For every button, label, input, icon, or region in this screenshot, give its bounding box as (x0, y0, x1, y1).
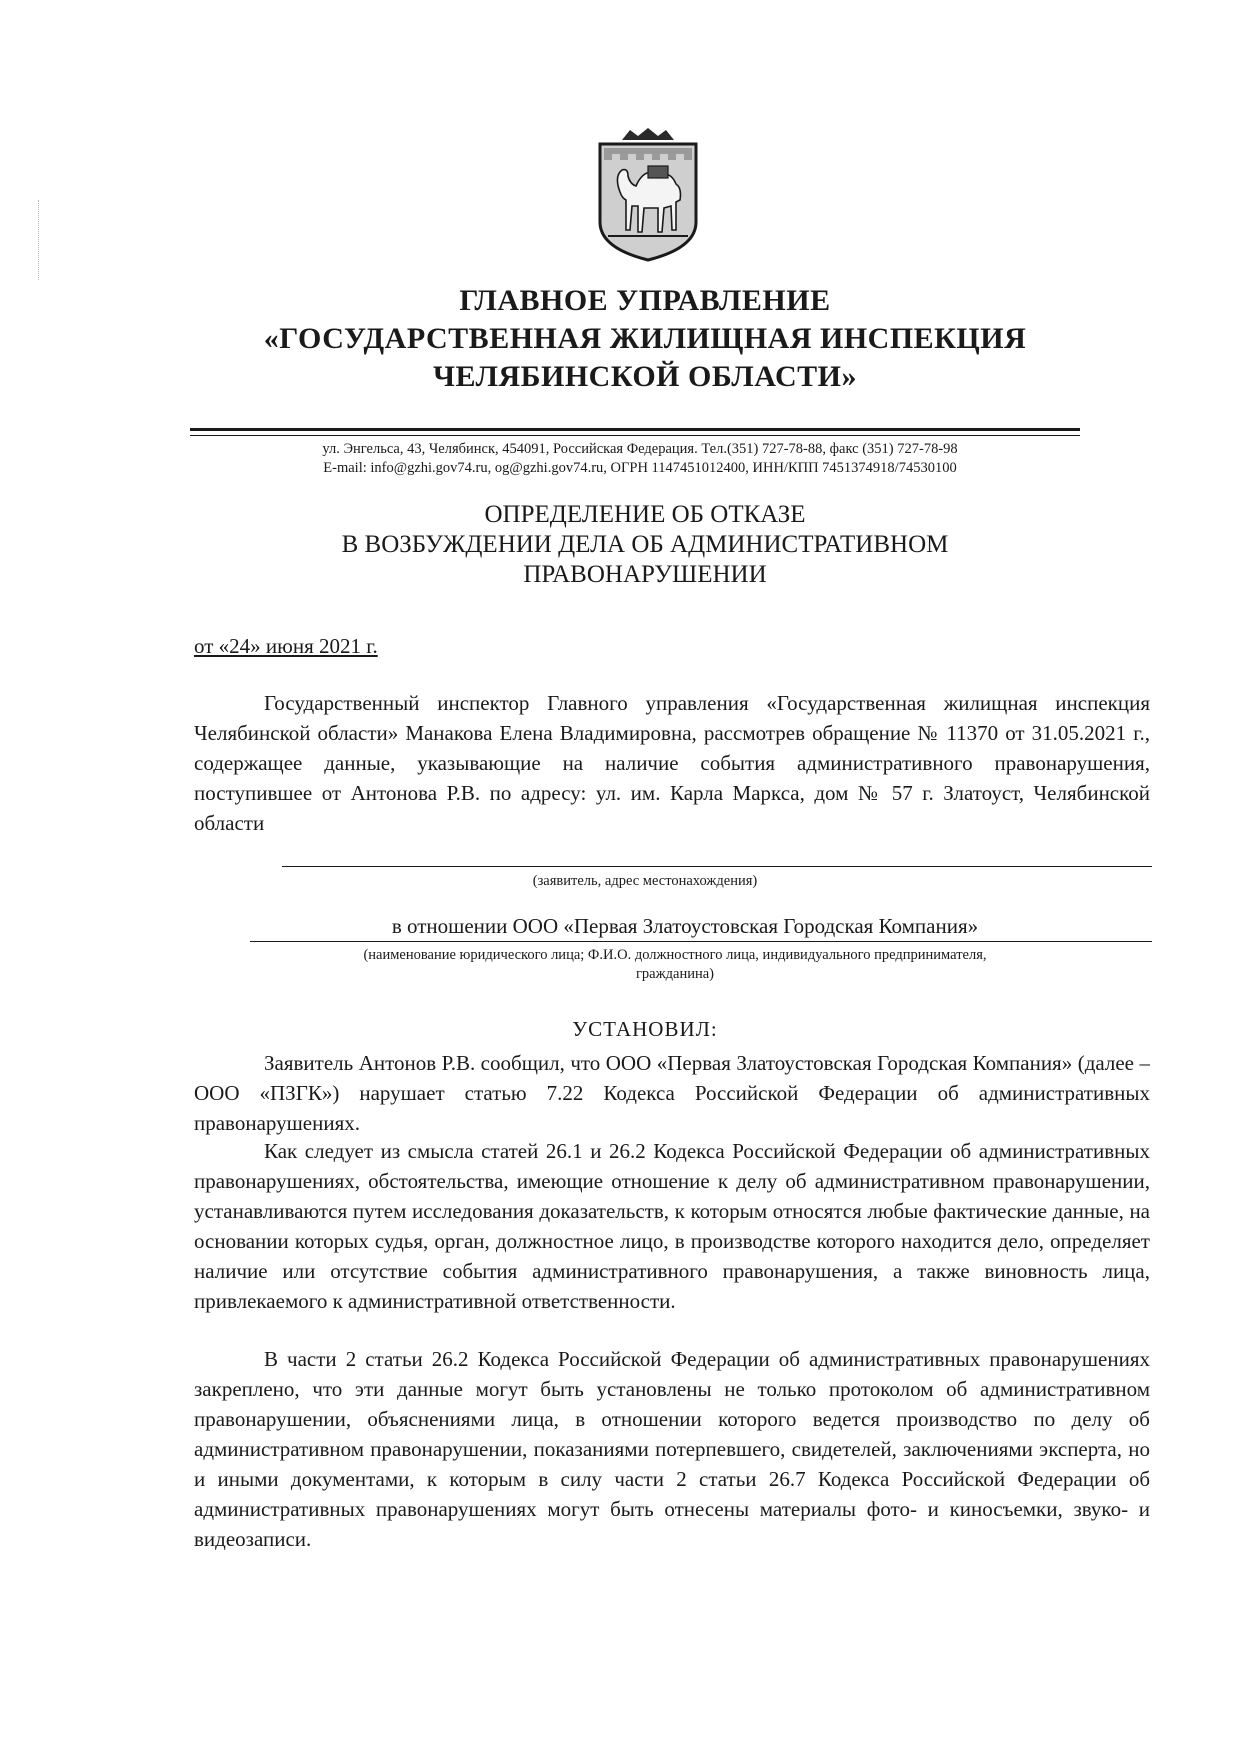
header-divider-thick (190, 428, 1080, 431)
body-paragraph-3: В части 2 статьи 26.2 Кодекса Российской Федерации об административных правонарушениях закреплено, что эти данные могут быть установлены не только протоколом об административном правонарушении, объяснениями лица, в отношении которого ведется производство по делу об административном правонарушении, показаниями потерпевшего, свидетелей, заключениями эксперта, но и иными документами, к которым в силу части 2 статьи 26.7 Кодекса Российской Федерации об административных правонарушениях могут быть отнесены материалы фото- и киносъемки, звуко- и видеозаписи. (194, 1347, 1150, 1551)
doc-title-line-3: ПРАВОНАРУШЕНИИ (523, 561, 767, 588)
applicant-hint: (заявитель, адрес местонахождения) (532, 873, 758, 889)
org-title-line-2: «ГОСУДАРСТВЕННАЯ ЖИЛИЩНАЯ ИНСПЕКЦИЯ (263, 322, 1027, 355)
applicant-underline (282, 866, 1152, 867)
chelyabinsk-oblast-coat-of-arms-icon (592, 126, 704, 264)
org-title-line-3: ЧЕЛЯБИНСКОЙ ОБЛАСТИ» (433, 360, 857, 393)
respondent-underline (250, 941, 1152, 942)
legal-entity-hint (230, 946, 1120, 984)
doc-title-line-1: ОПРЕДЕЛЕНИЕ ОБ ОТКАЗЕ (484, 501, 806, 528)
org-title-line-1: ГЛАВНОЕ УПРАВЛЕНИЕ (459, 284, 831, 317)
contacts-email-ids: E-mail: info@gzhi.gov74.ru, og@gzhi.gov74.ru, ОГРН 1147451012400, ИНН/КПП 7451374918/74530100 (323, 460, 957, 476)
document-date: от «24» июня 2021 г. (194, 634, 378, 658)
intro-paragraph: Государственный инспектор Главного управления «Государственная жилищная инспекция Челябинской области» Манакова Елена Владимировна, рассмотрев обращение № 11370 от 31.05.2021 г., содержащее данные, указывающие на наличие события административного правонарушения, поступившее от Антонова Р.В. по адресу: ул. им. Карла Маркса, дом № 57 г. Златоуст, Челябинской области (194, 691, 1150, 835)
body-paragraph-1: Заявитель Антонов Р.В. сообщил, что ООО «Первая Златоустовская Городская Компания» (далее – ООО «ПЗГК») нарушает статью 7.22 Кодекса Российской Федерации об административных правонарушениях. (194, 1051, 1150, 1135)
body-paragraph-2: Как следует из смысла статей 26.1 и 26.2 Кодекса Российской Федерации об административных правонарушениях, обстоятельства, имеющие отношение к делу об административном правонарушении, устанавливаются путем исследования доказательств, к которым относятся любые фактические данные, на основании которых судья, орган, должностное лицо, в производстве которого находится дело, определяет наличие или отсутствие события административного правонарушения, а также виновность лица, привлекаемого к административной ответственности. (194, 1139, 1150, 1313)
doc-title-line-2: В ВОЗБУЖДЕНИИ ДЕЛА ОБ АДМИНИСТРАТИВНОМ (341, 531, 949, 558)
legal-hint-line-1: (наименование юридического лица; Ф.И.О. должностного лица, индивидуального предпринимателя, (363, 947, 987, 963)
header-divider-thin (190, 435, 1080, 436)
respondent-line: в отношении ООО «Первая Златоустовская Городская Компания» (391, 914, 979, 938)
scan-margin-marks (38, 200, 41, 280)
document-title (150, 500, 1140, 590)
contacts-address: ул. Энгельса, 43, Челябинск, 454091, Российская Федерация. Тел.(351) 727-78-88, факс (351) 727-78-98 (322, 441, 958, 457)
section-heading-ustanovil: УСТАНОВИЛ: (572, 1017, 718, 1041)
organization-contacts (200, 440, 1080, 478)
organization-title (150, 282, 1140, 396)
legal-hint-line-2: гражданина) (635, 966, 714, 982)
